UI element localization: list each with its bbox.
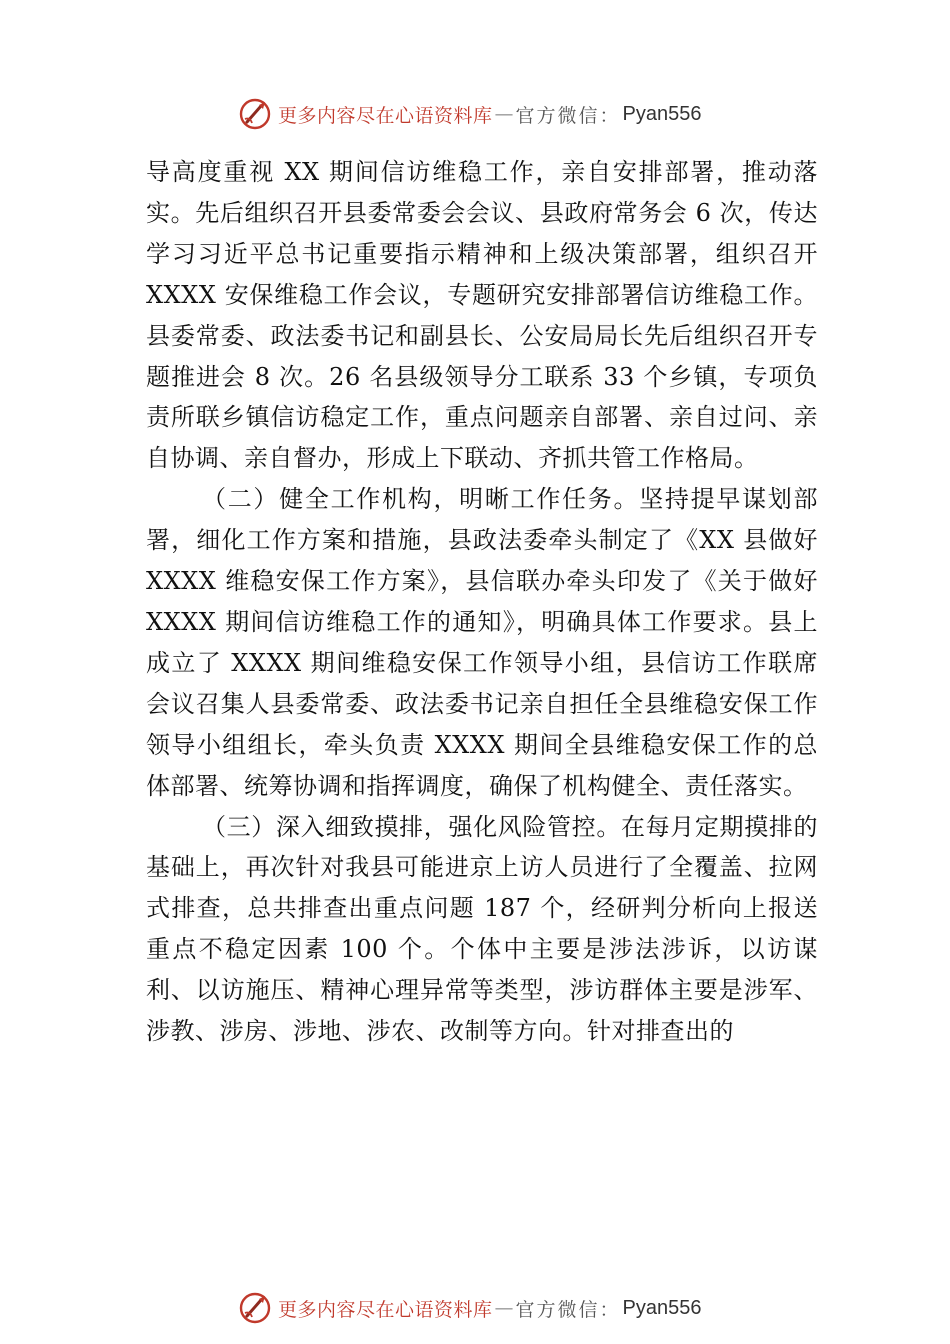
- header-banner: [238, 96, 702, 132]
- banner-site-text: 更多内容尽在心语资料库: [278, 104, 493, 127]
- brush-logo-icon: [238, 97, 272, 131]
- banner-wechat-id: Pyan556: [622, 1296, 702, 1319]
- banner-dash: —: [494, 1297, 514, 1319]
- document-body: [146, 152, 818, 1052]
- banner-wechat-label: 官方微信：: [515, 1298, 621, 1321]
- paragraph-2: （二）健全工作机构，明晰工作任务。坚持提早谋划部署，细化工作方案和措施，县政法委牵头制定了《XX 县做好 XXXX 维稳安保工作方案》，县信联办牵头印发了《关于做好 XXXX 期间信访维稳工作的通知》，明确具体工作要求。县上成立了 XXXX 期间维稳安保工作领导小组，县信访工作联席会议召集人县委常委、政法委书记亲自担任全县维稳安保工作领导小组组长，牵头负责 XXXX 期间全县维稳安保工作的总体部署、统筹协调和指挥调度，确保了机构健全、责任落实。: [146, 485, 818, 800]
- banner-site-text: 更多内容尽在心语资料库: [278, 1298, 493, 1321]
- banner-wechat-id: Pyan556: [622, 102, 702, 125]
- banner-dash: —: [494, 103, 514, 125]
- paragraph-3: （三）深入细致摸排，强化风险管控。在每月定期摸排的基础上，再次针对我县可能进京上访人员进行了全覆盖、拉网式排查，总共排查出重点问题 187 个，经研判分析向上报送重点不稳定因素 100 个。个体中主要是涉法涉诉，以访谋利、以访施压、精神心理异常等类型，涉访群体主要是涉军、涉教、涉房、涉地、涉农、改制等方向。针对排查出的: [146, 812, 818, 1046]
- footer-banner: [238, 1290, 702, 1326]
- paragraph-1: 导高度重视 XX 期间信访维稳工作，亲自安排部署，推动落实。先后组织召开县委常委会会议、县政府常务会 6 次，传达学习习近平总书记重要指示精神和上级决策部署，组织召开 XXXX 安保维稳工作会议，专题研究安排部署信访维稳工作。县委常委、政法委书记和副县长、公安局局长先后组织召开专题推进会 8 次。26 名县级领导分工联系 33 个乡镇，专项负责所联乡镇信访稳定工作，重点问题亲自部署、亲自过问、亲自协调、亲自督办，形成上下联动、齐抓共管工作格局。: [146, 158, 818, 473]
- banner-wechat-label: 官方微信：: [515, 104, 621, 127]
- brush-logo-icon: [238, 1291, 272, 1325]
